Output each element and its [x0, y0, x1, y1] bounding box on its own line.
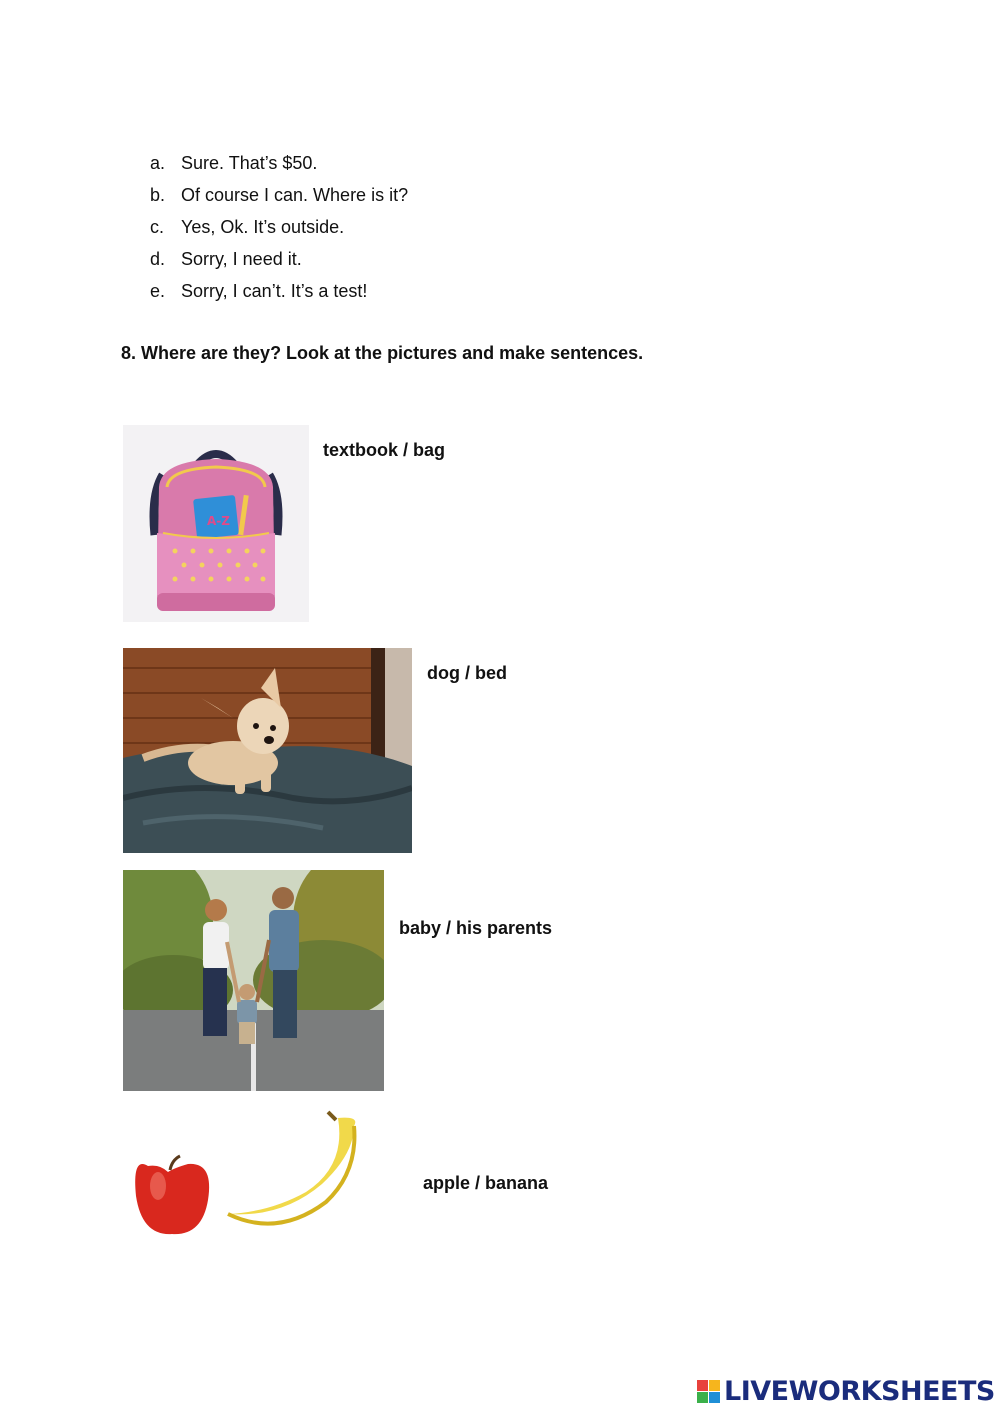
family-picture — [123, 870, 384, 1091]
answer-option-e — [150, 278, 408, 310]
option-letter: d. — [150, 249, 166, 269]
prompt-dog-bed: dog / bed — [427, 663, 507, 683]
option-text: Sorry, I need it. — [181, 249, 302, 269]
answer-option-b — [150, 182, 408, 214]
answer-option-d — [150, 246, 408, 278]
fruit-picture — [92, 1106, 392, 1256]
logo-square — [709, 1392, 720, 1403]
brand-wordmark: LIVEWORKSHEETS — [724, 1376, 995, 1407]
dog-on-bed-photo — [123, 648, 412, 853]
option-text: Sorry, I can’t. It’s a test! — [181, 281, 368, 301]
logo-square — [697, 1392, 708, 1403]
prompt-apple-banana: apple / banana — [423, 1173, 549, 1193]
apple-banana-illustration — [92, 1106, 392, 1256]
option-text: Of course I can. Where is it? — [181, 185, 409, 205]
prompt-baby-parents: baby / his parents — [399, 918, 553, 938]
option-text: Sure. That’s $50. — [181, 153, 318, 173]
exercise-heading: 8. Where are they? Look at the pictures and make sentences. — [121, 343, 644, 363]
family-walking-photo — [123, 870, 384, 1091]
liveworksheets-logo-icon — [697, 1380, 720, 1403]
liveworksheets-brand[interactable] — [697, 1376, 995, 1407]
answer-option-a — [150, 150, 408, 182]
option-letter: c. — [150, 217, 165, 237]
svg-text:A-Z: A-Z — [207, 514, 230, 528]
option-letter: a. — [150, 153, 166, 173]
option-letter: b. — [150, 185, 166, 205]
dog-picture — [123, 648, 412, 853]
option-text: Yes, Ok. It’s outside. — [181, 217, 345, 237]
prompt-textbook-bag: textbook / bag — [323, 440, 446, 460]
answer-option-c — [150, 214, 408, 246]
logo-square — [709, 1380, 720, 1391]
answer-options-list — [150, 150, 408, 310]
backpack-illustration — [123, 425, 309, 622]
backpack-picture — [123, 425, 309, 622]
logo-square — [697, 1380, 708, 1391]
option-letter: e. — [150, 281, 166, 301]
